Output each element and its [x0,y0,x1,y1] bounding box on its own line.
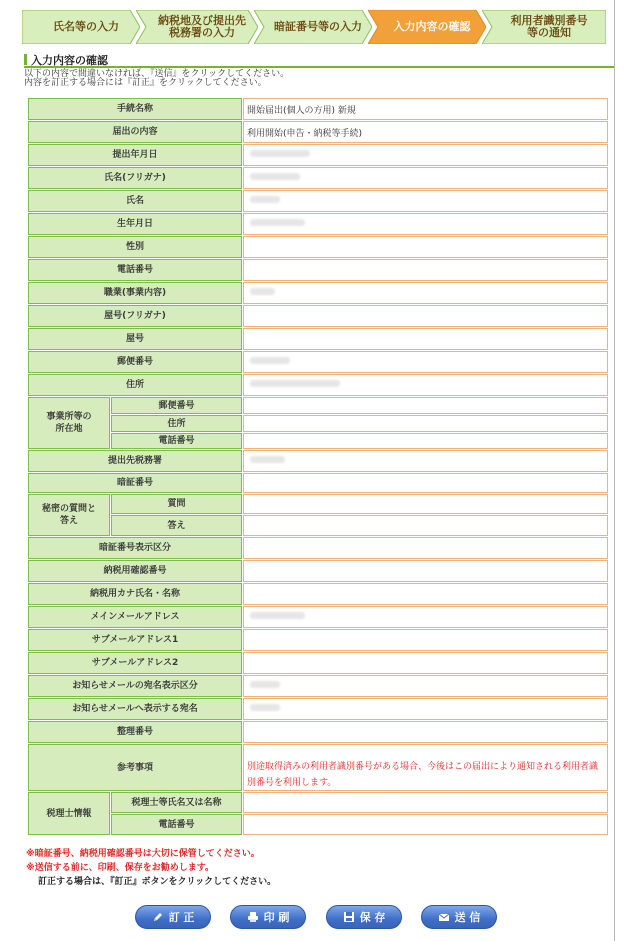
phone-value [243,259,608,281]
office-location-label: 事業所等の 所在地 [28,397,110,449]
tax-accountant-phone-label: 電話番号 [111,814,242,835]
answer-label: 答え [111,515,242,536]
step-pin-input [254,10,372,44]
postal-label: 郵便番号 [28,351,242,373]
redacted [250,704,280,711]
sub-mail1-label: サブメールアドレス1 [28,629,242,651]
tax-accountant-label: 税理士情報 [28,792,110,835]
note-keep-safe: ※暗証番号、納税用確認番号は大切に保管してください。 [26,849,260,859]
question-value [243,494,608,514]
tax-kana-label: 納税用カナ氏名・名称 [28,583,242,605]
ref-number-value [243,721,608,743]
name-kana-value [243,167,608,189]
reference-value: 別途取得済みの利用者識別番号がある場合、今後はこの届出により通知される利用者識別番号を利用します。 [243,744,608,791]
send-button-label: 送 信 [454,911,481,924]
page-title-text: 入力内容の確認 [31,54,108,67]
page [16,0,614,941]
step-id-notice [482,10,606,44]
submit-date-label: 提出年月日 [28,144,242,166]
instruction-line-1: 以下の内容で間違いなければ、『送信』をクリックしてください。 [24,69,290,79]
redacted [250,612,305,619]
sub-mail2-value [243,652,608,674]
pin-display-value [243,537,608,559]
postal-value [243,351,608,373]
tax-accountant-name-value [243,792,608,813]
name-kana-label: 氏名(フリガナ) [28,167,242,189]
notice-title-value [243,698,608,720]
correct-button-label: 訂 正 [168,911,195,924]
name-value [243,190,608,212]
instructions [24,70,289,88]
title-marker [24,54,27,65]
notice-title-display-label: お知らせメールの宛名表示区分 [28,675,242,697]
occupation-value [243,282,608,304]
tax-office-value [243,450,608,472]
save-button-label: 保 存 [359,911,386,924]
birth-value [243,213,608,235]
birth-label: 生年月日 [28,213,242,235]
printer-icon [247,911,259,923]
content-label: 届出の内容 [28,121,242,143]
save-button[interactable] [326,905,402,929]
pin-display-label: 暗証番号表示区分 [28,537,242,559]
tax-accountant-name-label: 税理士等氏名又は名称 [111,792,242,813]
step-progress [22,10,606,44]
note-print-save: ※送信する前に、印刷、保存をお勧めします。 [26,863,215,873]
shop-value [243,328,608,350]
pin-value [243,473,608,493]
redacted [250,288,275,295]
print-button-label: 印 刷 [263,911,290,924]
procedure-value: 開始届出(個人の方用) 新規 [243,98,608,120]
office-phone-label: 電話番号 [111,433,242,449]
tax-kana-value [243,583,608,605]
name-label: 氏名 [28,190,242,212]
pencil-icon [152,911,164,923]
step-label: 利用者識別番号 等の通知 [510,14,588,39]
phone-label: 電話番号 [28,259,242,281]
ref-number-label: 整理番号 [28,721,242,743]
redacted [250,173,300,180]
step-label: 納税地及び提出先 税務署の入力 [158,14,246,39]
address-label: 住所 [28,374,242,396]
content-value: 利用開始(申告・納税等手続) [243,121,608,143]
print-button[interactable] [230,905,306,929]
step-tax-place-input [136,10,258,44]
sub-mail1-value [243,629,608,651]
shop-label: 屋号 [28,328,242,350]
main-mail-label: メインメールアドレス [28,606,242,628]
gender-value [243,236,608,258]
redacted [250,196,280,203]
instruction-line-2: 内容を訂正する場合には『訂正』をクリックしてください。 [24,78,267,88]
main-mail-value [243,606,608,628]
tax-confirm-value [243,560,608,582]
step-label: 入力内容の確認 [393,20,471,33]
redacted [250,456,285,463]
secret-question-label: 秘密の質問と 答え [28,494,110,536]
office-postal-label: 郵便番号 [111,397,242,414]
send-mail-icon [438,911,450,923]
reference-label: 参考事項 [28,744,242,791]
office-address-value [243,415,608,432]
floppy-disk-icon [343,911,355,923]
answer-value [243,515,608,536]
send-button[interactable] [421,905,497,929]
page-title [24,52,614,68]
tax-accountant-phone-value [243,814,608,835]
shop-kana-label: 屋号(フリガナ) [28,305,242,327]
office-phone-value [243,433,608,449]
redacted [250,681,280,688]
step-confirm [368,10,486,44]
address-value [243,374,608,396]
procedure-label: 手続名称 [28,98,242,120]
shop-kana-value [243,305,608,327]
tax-office-label: 提出先税務署 [28,450,242,472]
submit-date-value [243,144,608,166]
gender-label: 性別 [28,236,242,258]
pin-label: 暗証番号 [28,473,242,493]
office-address-label: 住所 [111,415,242,432]
correct-button[interactable] [135,905,211,929]
step-name-input [22,10,140,44]
redacted [250,219,305,226]
notice-title-label: お知らせメールへ表示する宛名 [28,698,242,720]
right-border [614,0,615,941]
notice-title-display-value [243,675,608,697]
tax-confirm-label: 納税用確認番号 [28,560,242,582]
redacted [250,150,310,157]
step-label: 暗証番号等の入力 [274,20,362,33]
redacted [250,357,290,364]
note-correct: 訂正する場合は、『訂正』ボタンをクリックしてください。 [38,877,277,887]
step-label: 氏名等の入力 [53,20,119,33]
redacted [250,380,340,387]
occupation-label: 職業(事業内容) [28,282,242,304]
sub-mail2-label: サブメールアドレス2 [28,652,242,674]
office-postal-value [243,397,608,414]
question-label: 質問 [111,494,242,514]
